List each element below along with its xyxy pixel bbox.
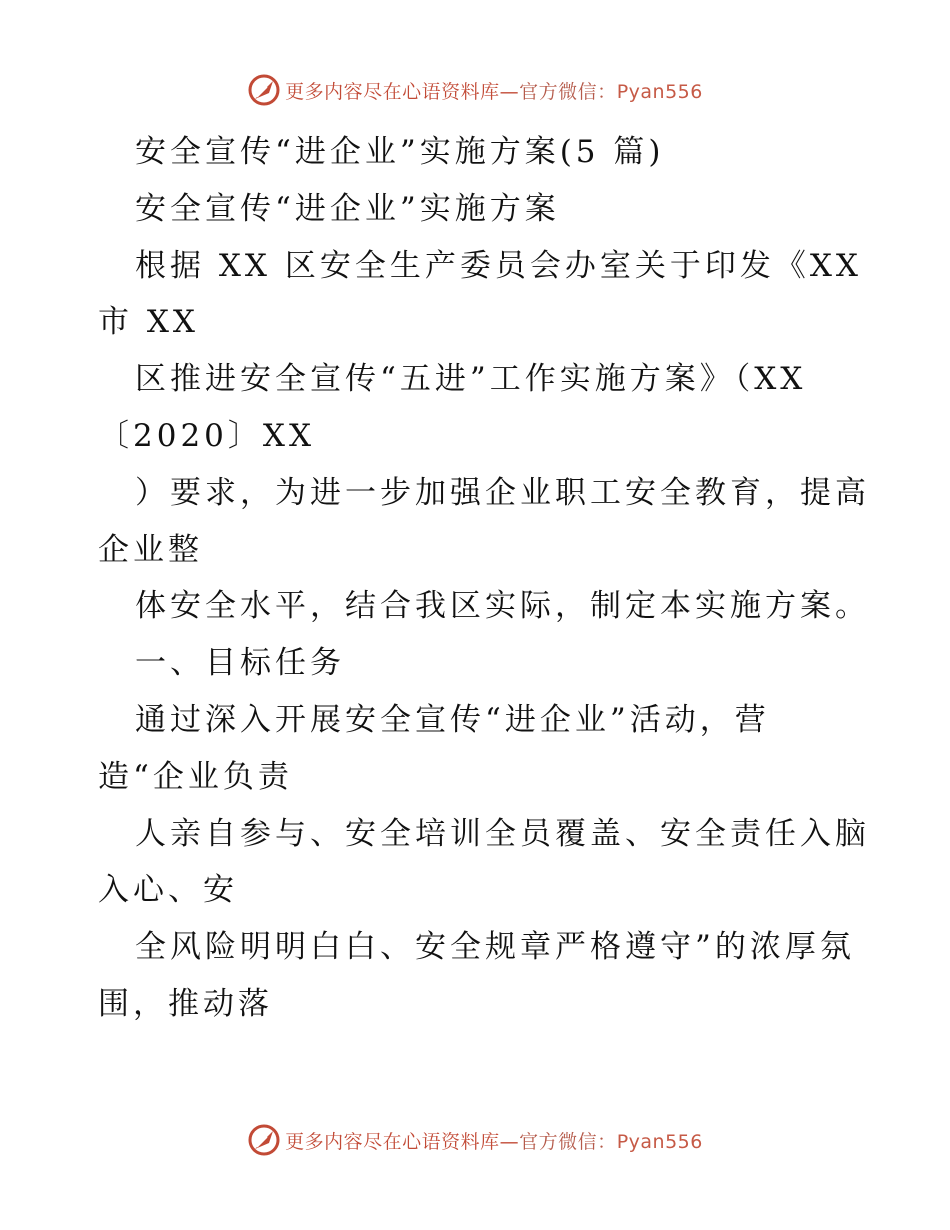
paragraph-line: 通过深入开展安全宣传“进企业”活动，营 [135,701,770,738]
section-heading: 一、目标任务 [135,645,345,682]
paragraph-line: 人亲自参与、安全培训全员覆盖、安全责任入脑 [135,815,870,852]
paragraph-line: 区推进安全宣传“五进”工作实施方案》（XX [135,361,807,398]
paragraph-line: 市 XX [98,304,199,341]
paragraph-line: 〔2020〕XX [98,417,316,454]
watermark-main: 更多内容尽在心语资料库 [285,1130,500,1153]
watermark-id: Pyan556 [616,1130,703,1153]
watermark-separator: — [499,1130,520,1153]
document-body [98,124,870,1033]
watermark-text [285,77,703,104]
watermark-label: 官方微信： [519,1130,617,1153]
header-watermark [0,70,950,110]
watermark-id: Pyan556 [616,80,703,103]
watermark-text [285,1127,703,1154]
footer-watermark [0,1120,950,1160]
doc-subtitle: 安全宣传“进企业”实施方案 [135,190,560,227]
paragraph-line: 根据 XX 区安全生产委员会办室关于印发《XX [135,247,862,284]
paragraph-line: ）要求，为进一步加强企业职工安全教育，提高 [135,474,870,511]
paragraph-line: 围，推动落 [98,985,273,1022]
paragraph-line: 体安全水平，结合我区实际，制定本实施方案。 [135,588,870,625]
doc-title: 安全宣传“进企业”实施方案(5 篇) [135,134,665,170]
watermark-main: 更多内容尽在心语资料库 [285,80,500,103]
quill-logo-icon [247,73,281,107]
quill-logo-icon [247,1123,281,1157]
paragraph-line: 入心、安 [98,872,238,909]
watermark-separator: — [499,80,520,103]
watermark-label: 官方微信： [519,80,617,103]
paragraph-line: 造“企业负责 [98,758,293,795]
paragraph-line: 企业整 [98,531,203,568]
paragraph-line: 全风险明明白白、安全规章严格遵守”的浓厚氛 [135,929,855,966]
